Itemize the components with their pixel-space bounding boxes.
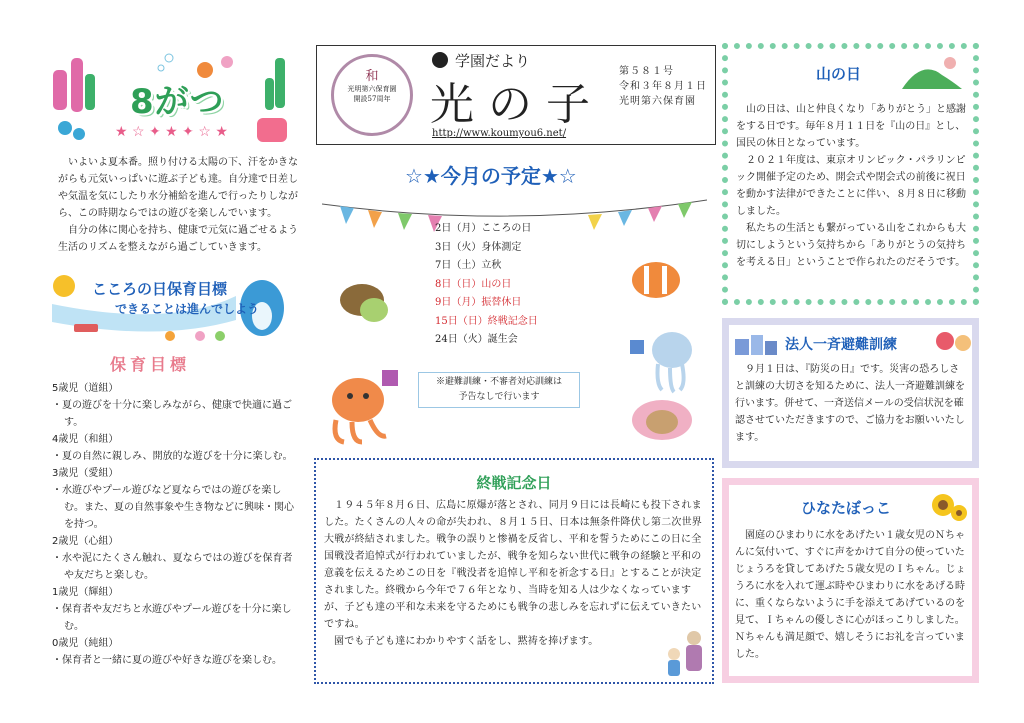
schedule-item-holiday: 9日（月）振替休日 [435, 297, 522, 308]
seal-line: 開設57周年 [353, 95, 391, 103]
notice-line: 予告なしで行います [458, 392, 540, 402]
sunflower-illustration [929, 491, 969, 527]
sunshine-episode-box [722, 478, 979, 683]
section-title: 法人一斉避難訓練 [785, 337, 897, 353]
section-paragraph: 山の日は、山と仲良くなり「ありがとう」と感謝をする日です。毎年８月１１日を『山の日』とし、国民の休日となっています。 [736, 104, 966, 149]
town-illustration [733, 331, 779, 357]
section-paragraph: ９月１日は、『防災の日』です。災害の恐ろしさと訓練の大切さを知るために、法人一斉避難訓練を行います。併せて、一斉送信メールの受信状況を確認させていただきますので、ご協力をお願いいたします。 [735, 364, 965, 443]
goal-class: 1歳児（輝組） [52, 587, 119, 598]
children-illustration [664, 628, 710, 680]
turtle-octopus-illustration [322, 270, 410, 450]
section-title: 終戦記念日 [476, 474, 552, 492]
fish-jellyfish-illustration [622, 250, 710, 450]
mountain-illustration [902, 55, 962, 91]
masthead [316, 45, 716, 145]
issue-date: 令和３年８月１日 [619, 81, 707, 92]
section-body [735, 361, 967, 446]
goal-text: ・夏の遊びを十分に楽しみながら、健康で快適に過ごす。 [52, 400, 292, 428]
seal-kanji: 和 [365, 69, 379, 84]
evacuation-drill-box [722, 318, 979, 468]
goal-class: 3歳児（愛組） [52, 468, 119, 479]
publication-name: 学園だより [455, 52, 531, 70]
section-title: 山の日 [816, 65, 862, 83]
section-paragraph: １９４５年８月６日、広島に原爆が落とされ、同月９日には長崎にも投下されました。たくさんの人々の命が失われ、８月１５日、日本は無条件降伏し第二次世界大戦が終結されました。戦争の誤りと惨禍を反省し、平和を誓うためにこの日に全国戦没者追悼式が行われていましたが、戦争を知らない世代に戦争の経験と平和の意義を伝えるためこの日を『戦没者を追悼し平和を祈念する日』とすることが決定されました。終戦から今年で７６年となり、当時を知る人は少なくなっていますが、子ども達の平和な未来を守るためにも戦争の悲しみを忘れずに伝えていきたいですね。 [324, 500, 702, 630]
svg-text:★ ☆ ✦ ★ ✦ ☆ ★: ★ ☆ ✦ ★ ✦ ☆ ★ [115, 124, 228, 140]
section-body [736, 101, 968, 271]
intro-paragraph: 自分の体に関心を持ち、健康で元気に過ごせるよう生活のリズムを整えながら過ごしていきます。 [58, 225, 298, 253]
issue-org: 光明第六保育園 [619, 96, 696, 107]
goal-class: 4歳児（和組） [52, 434, 119, 445]
goal-text: ・水や泥にたくさん触れ、夏ならではの遊びを保育者や友だちと楽しむ。 [52, 553, 293, 581]
goals-heading: 保育目標 [110, 355, 191, 374]
kokoro-title: こころの日保育目標 [92, 280, 228, 298]
schedule-item: 24日（火）誕生会 [435, 334, 518, 345]
goal-text: ・水遊びやプール遊びなど夏ならではの遊びを楽しむ。また、夏の自然事象や生き物などに興味・関心を持つ。 [52, 485, 294, 530]
section-paragraph: 園庭のひまわりに水をあげたい１歳女児のＮちゃんに気付いて、すぐに声をかけて自分の使っていたじょうろを貸してあげた５歳女児のＩちゃん。じょうろに水を入れて運ぶ時やひまわりに水をあげる時に、重くならないように手を添えてあげているのを見て、Ｉちゃんの優しさに心がほっこりしました。Ｎちゃんも満足顔で、嬉しそうにお礼を言っていました。 [735, 530, 966, 660]
schedule-item: 2日（月）こころの日 [435, 223, 532, 234]
schedule-item-holiday: 15日（日）終戦記念日 [435, 315, 538, 327]
war-memorial-section [314, 458, 714, 684]
kokoro-subtitle: できることは進んでしよう [115, 302, 260, 316]
intro-text [58, 154, 298, 256]
section-paragraph: 園でも子ども達にわかりやすく話をし、黙祷を捧げます。 [334, 636, 599, 647]
intro-paragraph: いよいよ夏本番。照り付ける太陽の下、汗をかきながらも元気いっぱいに遊ぶ子ども達。自分達で日差しや気温を気にしたり水分補給を進んで行ったりしながら、この時期ならではの遊びを楽しんでいます。 [58, 157, 298, 219]
issue-number: 第５８１号 [619, 66, 674, 77]
schedule-item: 7日（土）立秋 [435, 260, 502, 271]
section-paragraph: ２０２１年度は、東京オリンピック・パラリンピック開催予定のため、開会式や閉会式の前後に祝日を動かす法律ができたことに伴い、８月８日に移動しました。 [736, 155, 966, 217]
kokoro-banner [50, 270, 290, 350]
anniversary-seal [331, 54, 413, 136]
schedule-item: 3日（火）身体測定 [435, 241, 522, 253]
evacuees-illustration [933, 329, 973, 357]
goal-text: ・保育者と一緒に夏の遊びや好きな遊びを楽しむ。 [52, 655, 282, 666]
drill-notice [418, 372, 580, 408]
schedule-list [435, 220, 538, 350]
school-logo-icon [432, 52, 448, 68]
section-title: ひなたぼっこ [801, 499, 892, 517]
goals-list [52, 380, 297, 669]
section-paragraph: 私たちの生活とも繋がっている山をこれからも大切にしようという気持ちから「ありがとうの気持ちを考える日」ということで作られたのだそうです。 [736, 223, 966, 268]
month-banner [45, 48, 295, 148]
newsletter-title: 光の子 [430, 79, 604, 130]
seal-line: 光明第六保育園 [347, 85, 397, 93]
website-link[interactable]: http://www.koumyou6.net/ [432, 128, 567, 139]
goal-class: 5歳児（道組） [52, 383, 119, 394]
goal-class: 0歳児（純組） [52, 638, 119, 649]
goal-text: ・夏の自然に親しみ、開放的な遊びを十分に楽しむ。 [52, 451, 293, 462]
section-body [324, 497, 708, 650]
mountain-day-box [722, 43, 979, 305]
schedule-title: ☆★今月の予定★☆ [405, 164, 577, 188]
goal-class: 2歳児（心組） [52, 536, 119, 547]
month-title: 8がつ [130, 82, 225, 122]
schedule-item-holiday: 8日（日）山の日 [435, 278, 512, 290]
section-body [735, 527, 967, 663]
goal-text: ・保育者や友だちと水遊びやプール遊びを十分に楽しむ。 [52, 604, 292, 632]
notice-line: ※避難訓練・不審者対応訓練は [435, 377, 562, 387]
issue-info [619, 64, 707, 109]
